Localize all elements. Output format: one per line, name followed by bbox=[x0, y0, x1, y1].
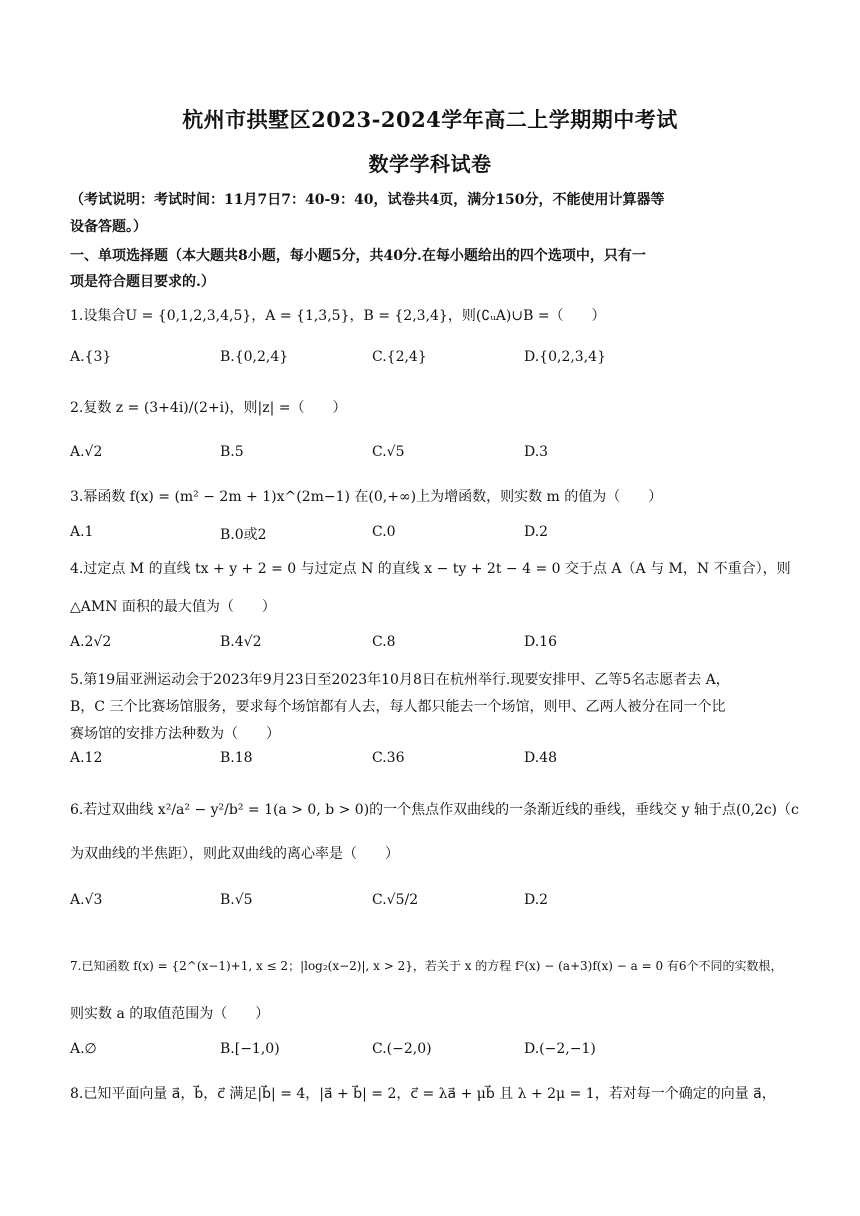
option-d: D.48 bbox=[524, 750, 557, 766]
question-7-options bbox=[70, 1041, 800, 1065]
instructions-line-1: （考试说明：考试时间：11月7日7：40-9：40，试卷共4页，满分150分，不能使用计算器等 bbox=[70, 192, 665, 208]
section-header-line-2: 项是符合题目要求的.） bbox=[70, 274, 215, 290]
page-subtitle: 数学学科试卷 bbox=[368, 152, 492, 176]
option-d: D.(−2,−1) bbox=[524, 1041, 596, 1057]
option-c: C.8 bbox=[372, 634, 396, 650]
option-a: A.1 bbox=[70, 524, 94, 540]
instructions-line-2: 设备答题。） bbox=[70, 219, 147, 235]
option-d: D.2 bbox=[524, 524, 549, 540]
option-c: C.36 bbox=[372, 750, 405, 766]
question-3-options bbox=[70, 524, 800, 548]
question-4-stem-line-1: 4.过定点 M 的直线 tx + y + 2 = 0 与过定点 N 的直线 x − ty + 2t − 4 = 0 交于点 A（A 与 M，N 不重合），则 bbox=[70, 561, 791, 577]
option-b: B.4√2 bbox=[220, 634, 262, 650]
option-c: C.{2,4} bbox=[372, 349, 427, 365]
question-5-options bbox=[70, 750, 800, 774]
option-a: A.√2 bbox=[70, 444, 103, 460]
question-2-options bbox=[70, 444, 800, 468]
option-c: C.√5 bbox=[372, 444, 405, 460]
option-a: A.2√2 bbox=[70, 634, 112, 650]
question-4-options bbox=[70, 634, 800, 658]
option-d: D.2 bbox=[524, 892, 549, 908]
question-4-stem-line-2: △AMN 面积的最大值为（ ） bbox=[70, 599, 276, 615]
question-5-stem-line-2: B，C 三个比赛场馆服务，要求每个场馆都有人去，每人都只能去一个场馆，则甲、乙两人被分在同一个比 bbox=[70, 699, 726, 715]
question-5-stem-line-1: 5.第19届亚洲运动会于2023年9月23日至2023年10月8日在杭州举行.现要安排甲、乙等5名志愿者去 A， bbox=[70, 672, 730, 688]
option-b: B.5 bbox=[220, 444, 244, 460]
question-5-stem-line-3: 赛场馆的安排方法种数为（ ） bbox=[70, 726, 280, 742]
question-6-options bbox=[70, 892, 800, 916]
option-d: D.16 bbox=[524, 634, 557, 650]
option-b: B.18 bbox=[220, 750, 253, 766]
option-c: C.(−2,0) bbox=[372, 1041, 432, 1057]
question-6-stem-line-1: 6.若过双曲线 x²/a² − y²/b² = 1(a > 0, b > 0)的一个焦点作双曲线的一条渐近线的垂线，垂线交 y 轴于点(0,2c)（c bbox=[70, 802, 799, 818]
option-a: A.{3} bbox=[70, 349, 112, 365]
option-d: D.{0,2,3,4} bbox=[524, 349, 606, 365]
question-1-stem: 1.设集合U = {0,1,2,3,4,5}，A = {1,3,5}，B = {2,3,4}，则(∁ᵤA)∪B =（ ） bbox=[70, 308, 606, 324]
question-3-stem: 3.幂函数 f(x) = (m² − 2m + 1)x^(2m−1) 在(0,+∞)上为增函数，则实数 m 的值为（ ） bbox=[70, 489, 663, 505]
option-b: B.√5 bbox=[220, 892, 253, 908]
option-a: A.∅ bbox=[70, 1041, 97, 1057]
section-header-line-1: 一、单项选择题（本大题共8小题，每小题5分，共40分.在每小题给出的四个选项中，只有一 bbox=[70, 248, 646, 264]
option-a: A.12 bbox=[70, 750, 103, 766]
option-d: D.3 bbox=[524, 444, 549, 460]
question-1-options bbox=[70, 349, 800, 373]
option-a: A.√3 bbox=[70, 892, 103, 908]
question-6-stem-line-2: 为双曲线的半焦距），则此双曲线的离心率是（ ） bbox=[70, 846, 399, 862]
question-7-stem-line-2: 则实数 a 的取值范围为（ ） bbox=[70, 1006, 270, 1022]
option-b: B.{0,2,4} bbox=[220, 349, 289, 365]
question-2-stem: 2.复数 z = (3+4i)/(2+i)，则|z| =（ ） bbox=[70, 400, 347, 416]
question-7-stem-line-1: 7.已知函数 f(x) = {2^(x−1)+1, x ≤ 2；|log₂(x−2)|, x > 2}，若关于 x 的方程 f²(x) − (a+3)f(x) − a = 0 有6个不同的实数根， bbox=[70, 959, 783, 973]
question-8-stem-line-1: 8.已知平面向量 a⃗，b⃗，c⃗ 满足|b⃗| = 4，|a⃗ + b⃗| = 2，c⃗ = λa⃗ + μb⃗ 且 λ + 2μ = 1，若对每一个确定的向量 a⃗， bbox=[70, 1086, 776, 1102]
option-b: B.[−1,0) bbox=[220, 1041, 280, 1057]
page-title: 杭州市拱墅区2023-2024学年高二上学期期中考试 bbox=[182, 107, 678, 132]
option-c: C.√5/2 bbox=[372, 892, 419, 908]
option-b: B.0或2 bbox=[220, 527, 267, 543]
option-c: C.0 bbox=[372, 524, 396, 540]
